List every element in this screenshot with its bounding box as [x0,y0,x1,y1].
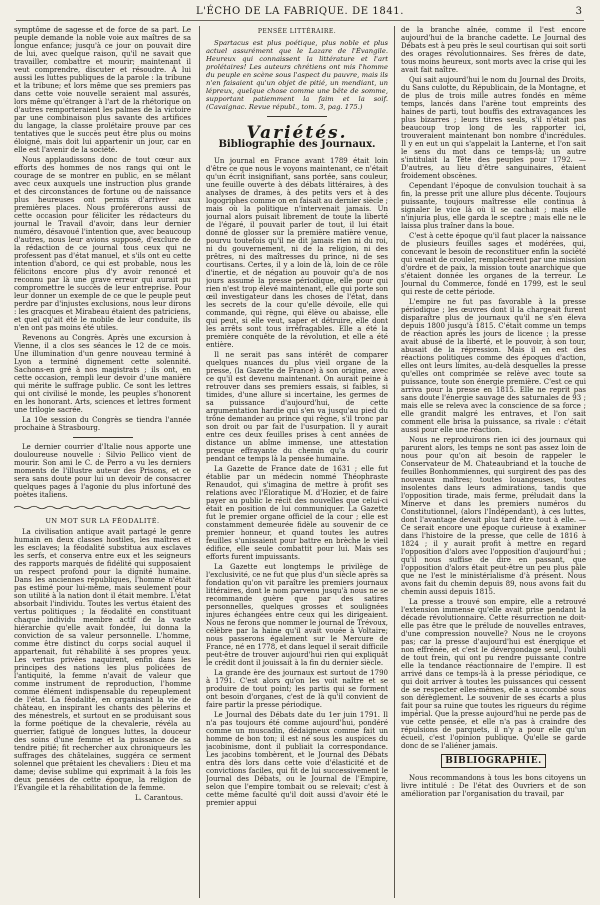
section-title: UN MOT SUR LA FÉODALITÉ. [45,517,160,525]
separator [73,437,133,438]
paragraph: Qui sait aujourd'hui le nom du Journal des Droits, du Sans culotte, du Républicain, de la Montagne, et de plus de trois mille autres fondés en même temps, lancés dans l'arène tout empreints des haines de parti, tout bouffis des extravagances les plus bizarres ; leurs titres seuls, s'il n'était pas beaucoup trop long de les rapporter ici, trouveraient maintenant bon nombre d'incrédules. Il y en eut un qui s'appelait la Lanterne, et l'on sait le sens du mot dans ce temps-là; un autre s'intitulait la Tête des peuples pour 1792. — D'autres, au lieu d'être sanguinaires, étaient froidement obscènes. [401,76,586,180]
paragraph: Un journal en France avant 1789 était loin d'être ce que nous le voyons maintenant, ce n'était qu'un écrit insignifiant, sans portée, sans couleur, une feuille ouverte à des débats littéraires, à des analyses de drames, à des petits vers et à des logogriphes comme on en faisait au dernier siècle ; mais où la politique n'intervenait jamais. Un journal alors puisait librement de toute la liberté de l'égaré, il pouvait parler de tout, il lui était donné de glosser sur la première matière venue, pourvu toutefois qu'il ne dit jamais rien ni du roi, ni du gouvernement, ni de la religion, ni des prêtres, ni des maîtresses du prince, ni de ses courtisans. Certes, il y a loin de là, loin de ce rôle d'inertie, et de négation au pouvoir qu'a de nos jours assumé la presse périodique, elle pour qui rien n'est trop élevé maintenant, elle qui porte son œil investigateur dans les choses de l'état, dans les secrets de la cour qu'elle dévoile, elle qui commande, qui règne, qui élève ou abaisse, elle qui peut, si elle veut, saper et détruire, elle dont les arrêts sont tous irréfragables. Elle a été la première conquête de la révolution, et elle a été entière. [206,157,388,349]
signature: L. Carantous. [134,794,183,802]
column-right [401,26,586,896]
paragraph: Le Journal des Débats date du 1er juin 1791. Il n'a pas toujours été comme aujourd'hui, pondéré comme un muscadin, dédaigneux comme fait un homme de bon ton; il est né sous les auspices du jacobinisme, dont il publiait la correspondance. Les jacobins tombèrent, et le Journal des Débats entra dès lors dans cette voie d'élasticité et de convictions faciles, qui fit de lui successivement le Journal des Débats, ou le Journal de l'Empire, selon que l'empire tombait ou se relevait; c'est à cette même faculté qu'il doit aussi d'avoir été le premier appui [206,711,388,807]
paragraph: La 10e session du Congrès se tiendra l'année prochaine à Strasbourg. [14,416,191,432]
ornamental-rule [14,505,191,510]
paragraph: La grande ère des journaux est surtout de 1790 à 1791. C'est alors qu'on les voit naître et se produire de tout point; les partis qui se forment ont besoin d'organes, c'est de là qu'il convient de faire partir la presse périodique. [206,669,388,709]
paragraph: Cependant l'époque de convulsion touchait à sa fin, la presse prit une allure plus décente. Toujours puissante, toujours maîtresse elle continua à signaler le vice là où il se cachait ; mais elle n'injuria plus, elle garda le sceptre ; mais elle ne le laissa plus traîner dans la boue. [401,182,586,230]
paragraph: La Gazette eut longtemps le privilège de l'exclusivité, ce ne fut que plus d'un siècle après sa fondation qu'on vit paraître les premiers journaux littéraires, dont le nom parvenu jusqu'à nous ne se recommande guère que par des satires personnelles, quelques grosses et soulignées injures échangées entre ceux qui les dirigeaient. Nous ne ferons que nommer le journal de Trévoux, célèbre par la haine qu'il avait vouée à Voltaire; nous passerons également sur le Mercure de France, né en 1778, et dans lequel il serait difficile peut-être de trouver aujourd'hui rien qui expliquât le crédit dont il jouissait à la fin du dernier siècle. [206,563,388,667]
column-rule [199,26,200,898]
paragraph: Le dernier courrier d'Italie nous apporte une douloureuse nouvelle : Silvio Pellico vient de mourir. Son ami le C. de Perro a vu les derniers moments de l'illustre auteur des Prisons, et ce sera sans doute pour lui un devoir de consacrer quelques pages à l'agonie du plus infortuné des poètes italiens. [14,443,191,499]
paragraph: Revenons au Congrès. Après une excursion à Vienne, il a clos ses séances le 12 de ce mois. Une illumination d'un genre nouveau terminé à Lyon a terminé dignement cette solennité. Sachons-en gré à nos magistrats ; ils ont, en cette occasion, rempli leur devoir d'une manière qui mérite le suffrage public. Ce sont les lettres qui ont civilisé le monde, les peuples s'honorent en les honorant. Arts, sciences et lettres forment une trilogie sacrée. [14,334,191,414]
paragraph: Nous recommandons à tous les bons citoyens un livre intitulé : De l'état des Ouvriers et de son amélioration par l'organisation du travail, par [401,774,586,798]
paragraph: Il ne serait pas sans intérêt de comparer quelques nuances du plus vieil organe de la presse, (la Gazette de France) à son origine, avec ce qu'il est devenu maintenant. On aurait peine à retrouver dans ses premiers essais, si faibles, si timides, d'une allure si incertaine, les germes de sa puissance d'aujourd'hui, de cette argumentation hardie qui s'en va jusqu'au pied du trône demander au prince qui règne, s'il tronc par son droit ou par fait de l'usurpation. Il y aurait entre ces deux feuilles prises à cent années de distance un abîme immense, une attestation presque effrayante du chemin qu'a du courir pendant ce temps là la pensée humaine. [206,351,388,463]
literary-quote: Spartacus est plus poétique, plus noble et plus actuel assurément que le Lazare de l'Évangile. Heureux qui connaissent la littérature et l'art prolétaires! Les auteurs chrétiens ont mis l'homme du peuple en scène sous l'aspect du pauvre, mais ils n'en faisaient qu'un objet de pitié, un mendiant, un lépreux, quelque chose comme une bête de somme, supportant patiemment la faim et la soif. (Cavaignac. Revue républ., tom. 3, pag. 175.) [206,39,388,111]
paragraph: symptôme de sagesse et de force de sa part. Le peuple demande la noble voie aux maîtres de sa longue enfance; jusqu'à ce jour on pouvait dire de lui, avec quelque raison, qu'il ne savait que travailler, combattre et mourir; maintenant il veut comprendre, discuter et résoudre. À lui aussi les luttes publiques de la parole : la tribune et la tribune; et lors même que ses premiers pas dans cette voie nouvelle seraient mal assurés, lors même qu'étranger à l'art de la rhétorique on d'autres remporteraient les palmes de la victoire par une combinaison plus savante des artifices du langage, la classe prolétaire prouve par ces tentatives que le succès peut être plus ou moins éloigné, mais doit lui appartenir un jour, car en elle est l'avenir de la société. [14,26,191,154]
journal-title: L'ÉCHO DE LA FABRIQUE. DE 1841. [195,6,405,17]
bibliography-heading: BIBLIOGRAPHIE. [441,754,546,768]
paragraph: La civilisation antique avait partagé le genre humain en deux classes hostiles, les maîtres et les esclaves; la féodalité substitua aux esclaves les serfs, et conserva entre eux et les seigneurs des rapports marqués de fidélité qui supposaient un respect profond pour la dignité humaine. Dans les anciennes républiques, l'homme n'était pas estimé pour lui-même, mais seulement pour son utilité à la nation dont il était membre. L'état absorbait l'individu. Toutes les vertus étaient des vertus politiques ; la féodalité en constituant chaque individu membre actif de la vaste hiérarchie qu'elle avait fondée, lui donna la conviction de sa valeur personnelle. L'homme, comme être distinct du corps social auquel il appartenait, fut réhabilité à ses propres yeux. Les vertus privées naquirent, enfin dans les principes des nations les plus policées de l'antiquité, la femme n'avait de valeur que comme instrument de reproduction, l'homme comme élément indispensable du repeuplement de l'état. La féodalité, en organisant la vie de château, en inspirant les chants des pèlerins et des ménestrels, et surtout en se produisant sous la forme poétique de la chevalerie, révéla au guerrier, fatigué de longues luttes, la douceur des soins d'une femme et la puissance de sa tendre pitié; fit rechercher aux chroniqueurs les suffrages des châtelaines, suggéra ce serment solennel que prêtaient les chevaliers : Dieu et ma dame; devise sublime qui exprimait à la fois les deux pensées de cette époque, la religion de l'Évangile et la réhabilitation de la femme. [14,528,191,792]
paragraph: La presse a trouvé son empire, elle a retrouvé l'extension immense qu'elle avait prise pendant la décade révolutionnaire. Cette résurrection ne doit-elle pas être que le prélude de nouvelles entraves, d'une compression nouvelle? Nous ne le croyons pas; car la presse d'aujourd'hui est énergique et non effrénée, et c'est le dévergondage seul, l'oubli de tout frein, qui ont pu rendre puissante contre elle la tendance réactionnaire de l'empire. Il est arrivé dans ce temps-là à la presse périodique, ce qui doit arriver à toutes les puissances qui cessent de se respecter elles-mêmes, elle a succombé sous son dérèglement. Le souvenir de ses écarts a plus fait pour sa ruine que toutes les rigueurs du régime impérial. Que la presse aujourd'hui ne perde pas de vue cette pensée, et elle n'a pas à craindre des répulsions de parquets, il n'y a pour elle qu'un écueil, c'est l'opinion publique. Qu'elle se garde donc de se l'aliéner jamais. [401,598,586,750]
column-left [14,26,191,896]
column-rule [394,26,395,898]
paragraph: Nous ne reproduirons rien ici des journaux qui parurent alors, les temps ne sont pas assez loin de nous pour qu'on ait besoin de rappeler le Conservateur de M. Chateaubriand et la touche de feuilles Bonhommiennes, qui surgirent des pas des nouveaux maîtres; toutes louangeuses, toutes insolentes dans leurs admirations, tandis que l'opposition tirade, mais ferme, préludait dans la Minerve et dans les premiers numéros du Constitutionnel, (alors l'Indépendant), à ces luttes, dont l'avantage devait plus tard être tout à elle. — Ce serait encore une époque curieuse à examiner dans l'histoire de la presse, que celle de 1816 à 1824 ; il y aurait profit à mettre en regard l'opposition d'alors avec l'opposition d'aujourd'hui ; qu'il nous suffise de dire en passant, que l'opposition d'alors était peut-être un peu plus pâle que ne l'est le ministérialisme d'à présent. Nous avons fait du chemin depuis 89, nous avons fait du chemin aussi depuis 1815. [401,436,586,596]
page-header [16,6,584,21]
section-heading: Variétés. [246,123,348,143]
separator [267,116,327,117]
paragraph: Nous applaudissons donc de tout cœur aux efforts des hommes de nos rangs qui ont le courage de se montrer en public, en se mêlant avec ceux auxquels une instruction plus grande et des circonstances de fortune ou de naissance plus heureuses ont permis d'arriver aux premières places. Nous proférerons aussi de cette occasion pour féliciter les rédacteurs du journal le Travail d'avoir, dans leur dernier numéro, désavoué l'intention que, avec beaucoup d'autres, nous leur avions supposé, d'exclure de la rédaction de ce journal tous ceux qui ne professent pas d'état manuel, et s'ils ont eu cette intention d'abord, ce qui est probable, nous les félicitons encore plus d'y avoir renoncé et reconnu par là une grave erreur qui aurait pu compromettre le succès de leur entreprise. Pour leur donner un exemple de ce que le peuple peut perdre par d'injustes exclusions, nous leur dirons : les gracques et Mirabeau étaient des patriciens, et quel qu'ait été le mobile de leur conduite, ils n'en ont pas moins été utiles. [14,156,191,332]
article-title: Bibliographie des Journaux. [218,139,376,150]
literary-thought-title: PENSÉE LITTÉRAIRE. [257,28,337,35]
paragraph: La Gazette de France date de 1631 ; elle fut établie par un médecin nommé Théophraste Renaudot, qui s'imagina de mettre à profit ses relations avec l'Éloratique M. d'Hozier, et de faire payer au public le récit des nouvelles que celui-ci était en position de lui communiquer. La Gazette fut le premier organe officiel de la cour ; elle est constamment demeurée fidèle au souvenir de ce premier honneur, et quand toutes les autres feuilles s'unissaient pour battre en brèche le vieil édifice, elle seule combattit pour lui. Mais ses efforts furent impuissants. [206,465,388,561]
paragraph: C'est à cette époque qu'il faut placer la naissance de plusieurs feuilles sages et modérées, qui, concevant le besoin de reconstituer enfin la société qui venait de crouler, remplacèrent par une mission d'ordre et de paix, la mission toute anarchique que s'étaient donnée les organes de la terreur. Le Journal du Commerce, fondé en 1799, est le seul qui reste de cette période. [401,232,586,296]
column-middle [206,26,388,896]
page-number: 3 [575,6,582,17]
paragraph: de la branche aînée, comme il l'est encore aujourd'hui de la branche cadette. Le Journal des Débats est à peu près le seul courtisan qui soit sorti des orages révolutionnaires. Ses frères de date, tous moins heureux, sont morts avec la crise qui les avait fait naître. [401,26,586,74]
paragraph: L'empire ne fut pas favorable à la presse périodique ; les œuvres dont il la chargeait furent disparaître plus de journaux qu'il ne s'en éleva depuis 1800 jusqu'à 1815. C'était comme un temps de réaction après les jours de licence ; la presse avait abusé de la liberté, et le pouvoir, à son tour, abusait de la répression. Mais il en est des réactions politiques comme des époques d'action, elles ont leurs limites, au-delà desquelles la presse qu'elles ont comprimée se relève avec toute sa puissance, toute son énergie première. C'est ce qui arriva pour la presse en 1815. Elle ne reprit pas sans doute l'énergie sauvage des saturnales de 93 ; mais elle se releva avec la conscience de sa force ; elle grandit malgré les entraves, et l'on sait comment elle brisa la puissance, sa rivale : c'était aussi pour elle une réaction. [401,298,586,434]
